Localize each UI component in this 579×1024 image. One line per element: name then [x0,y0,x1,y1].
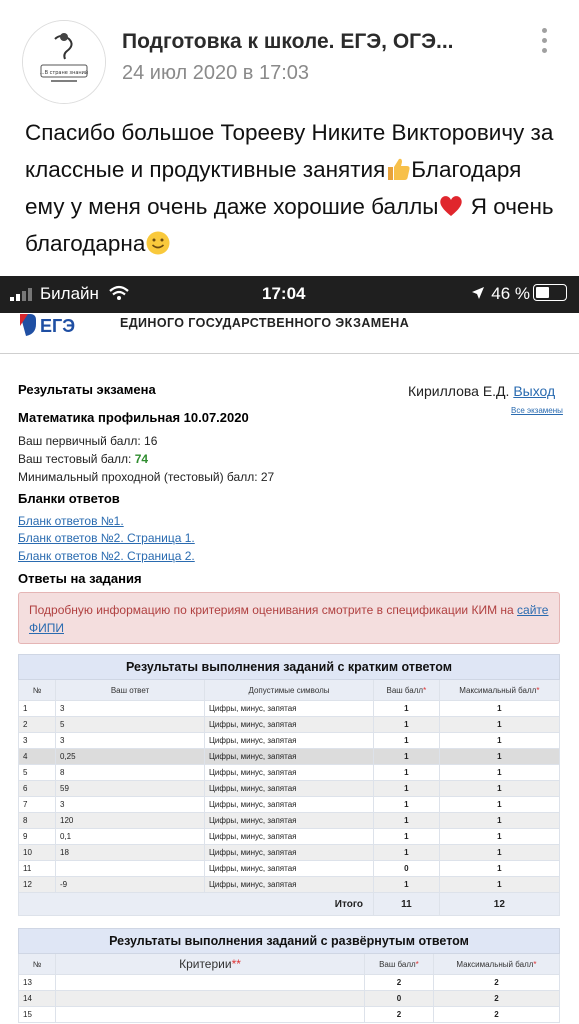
row-answer: -9 [56,877,205,893]
post-text-part3: Я очень благодарна [25,194,554,256]
col-answer: Ваш ответ [56,680,205,701]
row-score: 1 [374,797,440,813]
logout-link[interactable]: Выход [513,383,556,399]
row-score: 2 [365,975,434,991]
table-row [19,733,560,749]
row-answer: 18 [56,845,205,861]
site-header-title: ЕДИНОГО ГОСУДАРСТВЕННОГО ЭКЗАМЕНА [120,316,410,330]
row-max: 1 [439,845,559,861]
long-answer-table [18,928,560,1023]
row-symbols: Цифры, минус, запятая [205,717,374,733]
row-max: 1 [439,797,559,813]
test-score-line [18,452,148,466]
blank-link-1[interactable]: Бланк ответов №1. [18,514,124,528]
row-score: 0 [374,861,440,877]
table-row [19,717,560,733]
blank-link-2[interactable]: Бланк ответов №2. Страница 1. [18,531,195,545]
row-number: 4 [19,749,56,765]
table-row [19,991,560,1007]
row-criteria [56,975,365,991]
wifi-icon [108,285,130,301]
table-row [19,765,560,781]
table-row [19,975,560,991]
row-max: 2 [433,1007,559,1023]
row-answer: 0,25 [56,749,205,765]
alert-text: Подробную информацию по критериям оценивания смотрите в спецификации КИМ на [29,603,518,617]
row-number: 13 [19,975,56,991]
row-symbols: Цифры, минус, запятая [205,733,374,749]
row-max: 1 [439,829,559,845]
row-score: 1 [374,765,440,781]
row-score: 1 [374,717,440,733]
short-answer-table [18,654,560,916]
group-name[interactable]: Подготовка к школе. ЕГЭ, ОГЭ... [122,30,454,53]
row-number: 14 [19,991,56,1007]
row-score: 1 [374,733,440,749]
battery-percent: 46 % [491,284,530,303]
post-text-part2: Благодаря ему у меня очень даже хорошие баллы [25,157,522,219]
svg-text:ЕГЭ: ЕГЭ [40,316,76,336]
row-score: 1 [374,813,440,829]
carrier-group [10,284,130,304]
row-max: 1 [439,813,559,829]
table-row [19,781,560,797]
row-score: 1 [374,749,440,765]
short-table-header [19,680,560,701]
row-score: 1 [374,845,440,861]
smile-emoji [145,230,171,256]
row-score: 1 [374,877,440,893]
table-row [19,813,560,829]
row-symbols: Цифры, минус, запятая [205,877,374,893]
all-exams-link[interactable]: Все экзамены [511,406,563,415]
row-score: 1 [374,829,440,845]
row-number: 1 [19,701,56,717]
carrier-label: Билайн [40,284,99,303]
group-avatar[interactable] [22,20,106,104]
avatar-logo [23,21,105,103]
row-criteria [56,991,365,1007]
fipi-link[interactable]: сайте ФИПИ [29,603,549,635]
location-icon [471,286,485,300]
row-symbols: Цифры, минус, запятая [205,813,374,829]
post-text [25,114,565,262]
results-title: Результаты экзамена [18,382,156,397]
row-symbols: Цифры, минус, запятая [205,797,374,813]
row-symbols: Цифры, минус, запятая [205,701,374,717]
row-max: 1 [439,749,559,765]
blanks-title: Бланки ответов [18,491,120,506]
row-answer: 0,1 [56,829,205,845]
primary-score: Ваш первичный балл: 16 [18,434,158,448]
svg-text:...В стране знаний: ...В стране знаний [39,70,89,76]
post-header [0,0,579,110]
post-date[interactable]: 24 июл 2020 в 17:03 [122,62,310,84]
row-max: 1 [439,701,559,717]
col-max: Максимальный балл* [433,954,559,975]
row-max: 1 [439,765,559,781]
row-number: 8 [19,813,56,829]
row-symbols: Цифры, минус, запятая [205,749,374,765]
row-symbols: Цифры, минус, запятая [205,861,374,877]
test-score-label: Ваш тестовый балл: [18,452,135,466]
blank-link-3[interactable]: Бланк ответов №2. Страница 2. [18,549,195,563]
total-max: 12 [439,893,559,916]
short-table-caption: Результаты выполнения заданий с кратким ответом [19,655,560,680]
row-number: 7 [19,797,56,813]
row-number: 10 [19,845,56,861]
row-score: 0 [365,991,434,1007]
row-score: 2 [365,1007,434,1023]
row-symbols: Цифры, минус, запятая [205,845,374,861]
table-row [19,877,560,893]
row-max: 1 [439,861,559,877]
row-symbols: Цифры, минус, запятая [205,765,374,781]
long-table-caption: Результаты выполнения заданий с развёрнутым ответом [19,929,560,954]
table-row [19,797,560,813]
row-answer: 3 [56,733,205,749]
total-label: Итого [19,893,374,916]
row-number: 6 [19,781,56,797]
row-max: 1 [439,733,559,749]
col-symbols: Допустимые символы [205,680,374,701]
status-time: 17:04 [262,284,306,303]
signal-icon [10,287,36,301]
row-max: 2 [433,991,559,1007]
table-row [19,829,560,845]
col-num: № [19,680,56,701]
ege-logo [18,312,108,338]
row-score: 1 [374,701,440,717]
thumbs-up-emoji [385,156,411,182]
row-answer: 59 [56,781,205,797]
row-answer [56,861,205,877]
heart-emoji [438,193,464,219]
table-row [19,845,560,861]
row-number: 15 [19,1007,56,1023]
long-table-header [19,954,560,975]
row-number: 12 [19,877,56,893]
row-number: 11 [19,861,56,877]
user-bar [408,383,555,399]
row-score: 1 [374,781,440,797]
user-name: Кириллова Е.Д. [408,383,510,399]
row-number: 2 [19,717,56,733]
row-number: 3 [19,733,56,749]
exam-screenshot [0,276,579,1024]
col-criteria: Критерии** [56,954,365,975]
status-bar [0,276,579,313]
test-score-value: 74 [134,452,149,466]
post-text-part1: Спасибо большое Торееву Никите Викторовичу за классные и продуктивные занятия [25,120,554,182]
total-row [19,893,560,916]
row-symbols: Цифры, минус, запятая [205,829,374,845]
row-answer: 3 [56,797,205,813]
exam-title: Математика профильная 10.07.2020 [18,410,249,425]
row-answer: 8 [56,765,205,781]
row-symbols: Цифры, минус, запятая [205,781,374,797]
row-number: 5 [19,765,56,781]
row-max: 2 [433,975,559,991]
answers-title: Ответы на задания [18,571,142,586]
row-answer: 5 [56,717,205,733]
row-criteria [56,1007,365,1023]
col-num: № [19,954,56,975]
col-score: Ваш балл* [365,954,434,975]
row-number: 9 [19,829,56,845]
battery-group [471,284,567,304]
criteria-alert [18,592,560,644]
row-max: 1 [439,781,559,797]
row-answer: 3 [56,701,205,717]
table-row [19,749,560,765]
col-max: Максимальный балл* [439,680,559,701]
col-score: Ваш балл* [374,680,440,701]
row-max: 1 [439,717,559,733]
table-row [19,861,560,877]
total-score: 11 [374,893,440,916]
header-divider [0,353,579,354]
min-score: Минимальный проходной (тестовый) балл: 27 [18,470,275,484]
table-row [19,1007,560,1023]
row-max: 1 [439,877,559,893]
battery-icon [533,284,567,301]
table-row [19,701,560,717]
more-vertical-icon[interactable] [538,28,550,62]
row-answer: 120 [56,813,205,829]
